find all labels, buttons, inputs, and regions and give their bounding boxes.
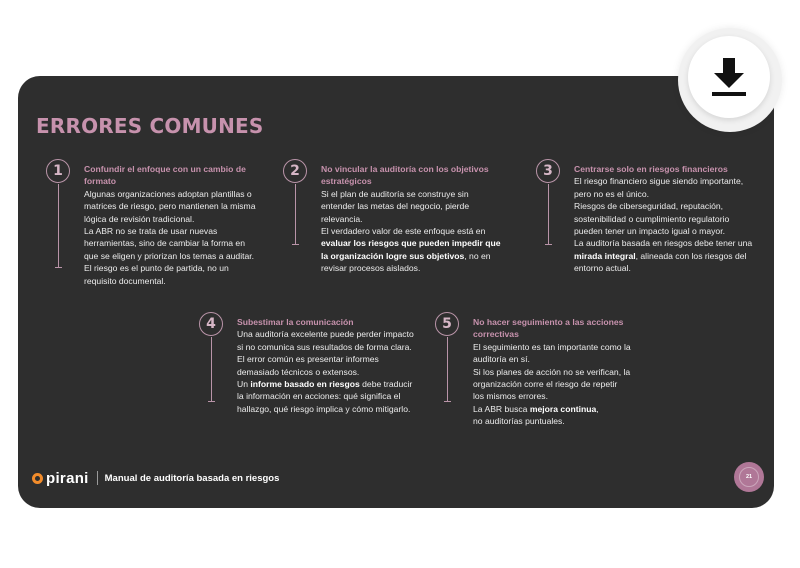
item-number: 4 — [199, 312, 223, 336]
download-icon — [712, 58, 746, 96]
body-text: demasiado técnicos o extensos. — [237, 366, 360, 377]
footer-divider — [97, 471, 98, 485]
slide-title: ERRORES COMUNES — [36, 114, 264, 138]
item-heading — [574, 163, 774, 175]
body-text: hallazgo, qué riesgo implica y cómo mitigarlo. — [237, 403, 411, 414]
item-heading — [84, 163, 284, 188]
download-button[interactable] — [688, 36, 770, 118]
manual-title: Manual de auditoría basada en riesgos — [104, 472, 280, 484]
item-heading — [237, 316, 437, 328]
item-body-line — [237, 341, 437, 353]
body-text: Si el plan de auditoría se construye sin — [321, 188, 469, 199]
item-body-line — [321, 250, 521, 262]
body-text: El riesgo es el punto de partida, no un — [84, 263, 229, 274]
item-heading-line: estratégicos — [321, 176, 372, 187]
timeline-line — [58, 184, 59, 267]
timeline-line — [295, 184, 296, 244]
emphasis-text: mirada integral — [574, 250, 636, 261]
body-text: los mismos errores. — [473, 391, 548, 402]
item-body-line — [237, 366, 437, 378]
timeline-line — [548, 184, 549, 244]
download-button-halo — [678, 28, 782, 132]
item-body — [473, 341, 673, 428]
body-text: Un — [237, 379, 251, 390]
item-body-line — [574, 213, 774, 225]
item-body — [237, 328, 437, 415]
body-text: si no comunica sus resultados de forma clara. — [237, 341, 412, 352]
page-number-badge — [734, 462, 764, 492]
item-body-line — [321, 188, 521, 200]
item-body-line — [574, 175, 774, 187]
item-body-line — [84, 188, 284, 200]
body-text: La ABR busca — [473, 403, 530, 414]
body-text: auditoría en sí. — [473, 354, 530, 365]
item-heading-line: Centrarse solo en riesgos financieros — [574, 164, 728, 174]
body-text: Riesgos de ciberseguridad, reputación, — [574, 201, 724, 212]
body-text: El riesgo financiero sigue siendo importante, — [574, 176, 744, 187]
item-heading-line: Confundir el enfoque con un cambio de — [84, 164, 246, 174]
body-text: revisar procesos aislados. — [321, 263, 421, 274]
item-body-line — [84, 237, 284, 249]
item-body-line — [237, 328, 437, 340]
page-number: 21 — [745, 474, 753, 480]
body-text: sostenibilidad o cumplimiento regulatorio — [574, 213, 730, 224]
item-heading-line: correctivas — [473, 329, 519, 340]
item-body-line — [84, 275, 284, 287]
body-text: la información en acciones: qué significa el — [237, 391, 401, 402]
item-body-line — [574, 225, 774, 237]
timeline-line — [211, 337, 212, 401]
body-text: pueden tener un impacto igual o mayor. — [574, 226, 725, 237]
item-body-line — [574, 262, 774, 274]
item-body-line — [473, 353, 673, 365]
body-text: La auditoría basada en riesgos debe tener una — [574, 238, 753, 249]
item-body-line — [237, 378, 437, 390]
item-body-line — [321, 200, 521, 212]
item-number: 2 — [283, 159, 307, 183]
body-text: que se eligen y priorizan los temas a auditar. — [84, 250, 255, 261]
body-text: , alineada con los riesgos del — [635, 250, 747, 261]
item-heading-line: No vincular la auditoría con los objetivos — [321, 164, 489, 174]
body-text: El error común es presentar informes — [237, 354, 379, 365]
body-text: El verdadero valor de este enfoque está en — [321, 226, 486, 237]
item-body-line — [84, 200, 284, 212]
item-body-line — [237, 390, 437, 402]
item-body-line — [84, 225, 284, 237]
slide — [18, 76, 774, 508]
item-body-line — [84, 262, 284, 274]
item-body-line — [473, 403, 673, 415]
body-text: La ABR no se trata de usar nuevas — [84, 226, 218, 237]
pirani-logo-icon — [32, 473, 43, 484]
body-text: requisito documental. — [84, 275, 166, 286]
item-body-line — [473, 341, 673, 353]
body-text: relevancia. — [321, 213, 363, 224]
body-text: lógica de revisión tradicional. — [84, 213, 195, 224]
item-body — [321, 188, 521, 275]
body-text: debe traducir — [359, 379, 413, 390]
body-text: , — [596, 403, 599, 414]
timeline-line — [447, 337, 448, 401]
item-heading-line: No hacer seguimiento a las acciones — [473, 317, 624, 327]
item-body-line — [473, 366, 673, 378]
item-body-line — [574, 250, 774, 262]
item-heading-line: formato — [84, 176, 116, 187]
footer — [32, 467, 279, 489]
item-number: 1 — [46, 159, 70, 183]
body-text: no auditorías puntuales. — [473, 416, 565, 427]
item-body-line — [321, 225, 521, 237]
emphasis-text: evaluar los riesgos que pueden impedir que — [321, 238, 501, 249]
item-heading — [321, 163, 521, 188]
item-body-line — [473, 415, 673, 427]
body-text: El seguimiento es tan importante como la — [473, 341, 631, 352]
item-body-line — [237, 403, 437, 415]
body-text: organización corre el riesgo de repetir — [473, 379, 618, 390]
item-number: 3 — [536, 159, 560, 183]
body-text: Algunas organizaciones adoptan plantillas o — [84, 188, 252, 199]
item-body-line — [84, 250, 284, 262]
item-body-line — [321, 213, 521, 225]
emphasis-text: la organización logre sus objetivos — [321, 250, 465, 261]
item-number: 5 — [435, 312, 459, 336]
item-body-line — [574, 200, 774, 212]
item-body-line — [473, 390, 673, 402]
emphasis-text: mejora continua — [529, 403, 597, 414]
item-body-line — [473, 378, 673, 390]
body-text: pero no es el único. — [574, 188, 650, 199]
body-text: herramientas, sino de cambiar la forma en — [84, 238, 245, 249]
body-text: , no en — [464, 250, 491, 261]
item-body-line — [321, 237, 521, 249]
item-body-line — [321, 262, 521, 274]
item-body — [574, 175, 774, 274]
item-body-line — [84, 213, 284, 225]
item-body — [84, 188, 284, 287]
body-text: matrices de riesgo, pero mantienen la misma — [84, 201, 256, 212]
pirani-logo-text: pirani — [46, 469, 89, 487]
item-body-line — [237, 353, 437, 365]
item-heading-line: Subestimar la comunicación — [237, 317, 354, 327]
body-text: entorno actual. — [574, 263, 631, 274]
body-text: Una auditoría excelente puede perder impacto — [237, 329, 414, 340]
item-heading — [473, 316, 673, 341]
item-body-line — [574, 188, 774, 200]
body-text: entender las metas del negocio, pierde — [321, 201, 470, 212]
emphasis-text: informe basado en riesgos — [250, 379, 360, 390]
item-body-line — [574, 237, 774, 249]
body-text: Si los planes de acción no se verifican, la — [473, 366, 631, 377]
